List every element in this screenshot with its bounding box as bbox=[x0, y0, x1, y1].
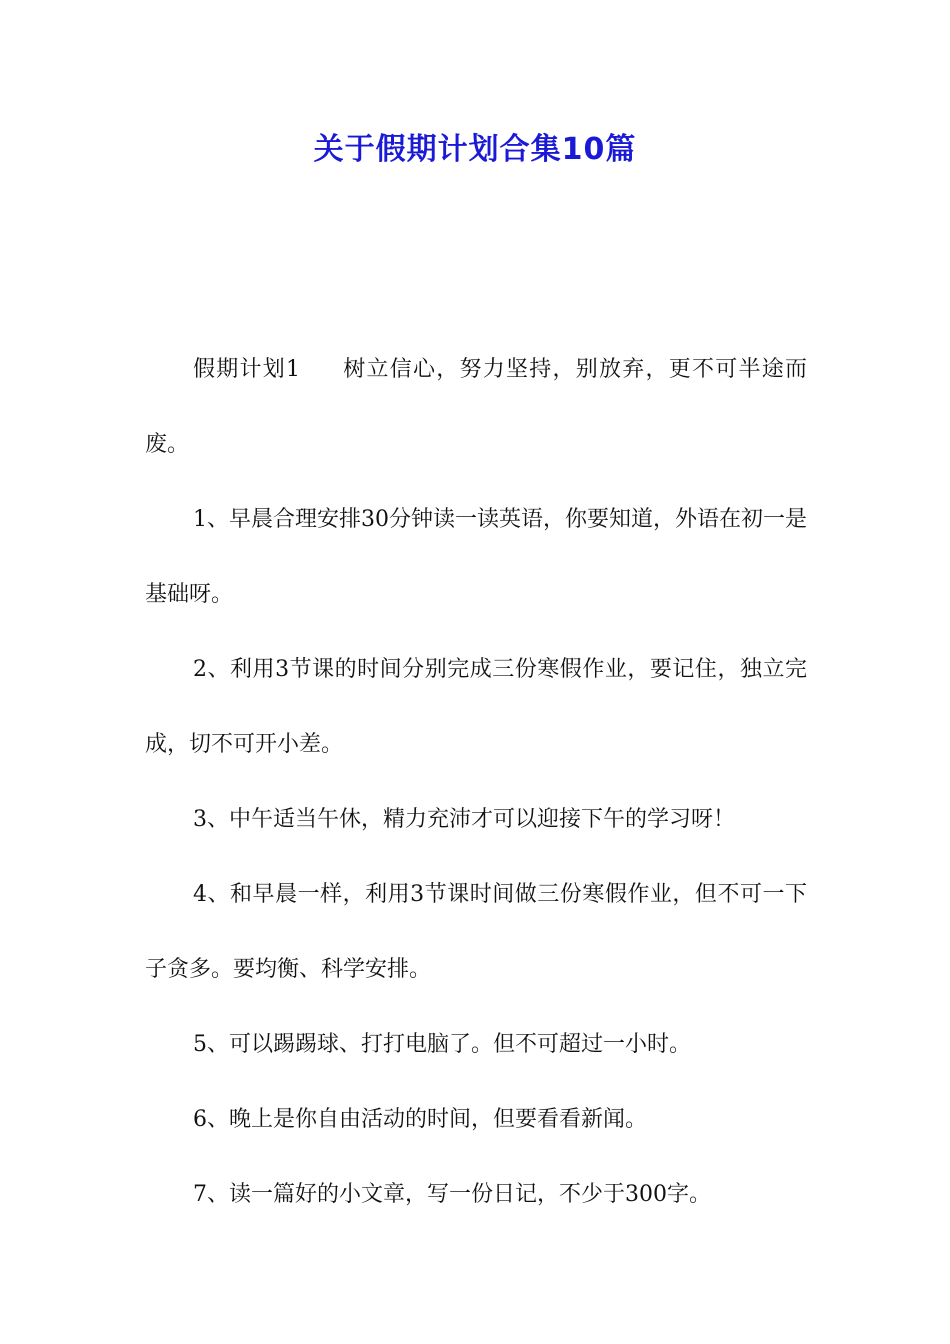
intro-paragraph bbox=[145, 332, 807, 482]
document-body bbox=[145, 332, 807, 1232]
list-item: 6、晚上是你自由活动的时间，但要看看新闻。 bbox=[193, 1107, 647, 1132]
list-item: 5、可以踢踢球、打打电脑了。但不可超过一小时。 bbox=[193, 1032, 691, 1057]
list-item: 2、利用3节课的时间分别完成三份寒假作业，要记住，独立完成，切不可开小差。 bbox=[145, 657, 807, 757]
section-heading: 假期计划1 bbox=[193, 357, 300, 382]
page-title: 关于假期计划合集10篇 bbox=[313, 132, 637, 167]
list-item: 1、早晨合理安排30分钟读一读英语，你要知道，外语在初一是基础呀。 bbox=[145, 507, 807, 607]
list-item: 7、读一篇好的小文章，写一份日记，不少于300字。 bbox=[193, 1182, 711, 1207]
intro-text: 树立信心，努力坚持，别放弃，更不可半途而废。 bbox=[145, 357, 807, 457]
list-item: 4、和早晨一样，利用3节课时间做三份寒假作业，但不可一下子贪多。要均衡、科学安排。 bbox=[145, 882, 807, 982]
list-item: 3、中午适当午休，精力充沛才可以迎接下午的学习呀！ bbox=[193, 807, 735, 832]
